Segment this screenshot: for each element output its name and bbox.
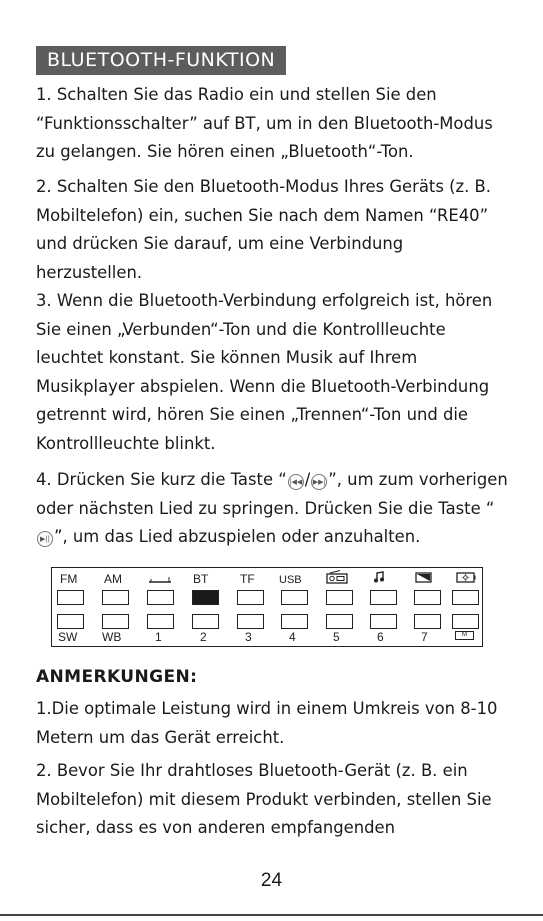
signal-bar-icon	[148, 577, 172, 583]
indicator-fm	[57, 590, 84, 605]
indicator-preset-5	[326, 614, 353, 629]
indicator-radio	[326, 590, 353, 605]
notes-title: ANMERKUNGEN:	[36, 667, 198, 687]
indicator-battery	[414, 590, 441, 605]
indicator-brightness	[452, 590, 479, 605]
indicator-bt	[192, 590, 219, 605]
indicator-preset-6	[370, 614, 397, 629]
indicator-preset-4	[281, 614, 308, 629]
label-sw: SW	[58, 630, 78, 644]
indicator-preset-1	[147, 614, 174, 629]
label-preset-5: 5	[333, 630, 340, 644]
indicator-tf	[237, 590, 264, 605]
indicator-extra	[452, 614, 479, 629]
step-2: 2. Schalten Sie den Bluetooth-Modus Ihres Geräts (z. B. Mobiltelefon) ein, suchen Sie nach dem Namen “RE40” und drücken Sie darauf, um eine Verbindung herzustellen.	[36, 177, 491, 282]
step-4	[36, 466, 511, 552]
indicator-preset-2	[192, 614, 219, 629]
next-track-icon: ▶▶|	[311, 474, 327, 490]
indicator-music	[370, 590, 397, 605]
label-usb: USB	[279, 574, 302, 586]
step-4-text-b: ”, um zum vorherigen oder nächsten Lied zu springen. Drücken Sie die Taste “	[36, 470, 508, 518]
label-fm: FM	[60, 572, 78, 586]
label-preset-6: 6	[377, 630, 384, 644]
note-1: 1.Die optimale Leistung wird in einem Umkreis von 8-10 Metern um das Gerät erreicht.	[36, 699, 498, 747]
music-note-icon	[373, 571, 385, 583]
sun-brightness-icon	[456, 572, 476, 583]
step-4-text-c: ”, um das Lied abzuspielen oder anzuhalten.	[54, 527, 421, 547]
label-preset-7: 7	[421, 630, 428, 644]
indicator-signal	[147, 590, 174, 605]
lcd-display-panel	[51, 567, 483, 647]
label-bt: BT	[193, 572, 209, 586]
label-wb: WB	[102, 630, 122, 644]
bottom-rule	[0, 914, 543, 916]
label-am: AM	[104, 572, 122, 586]
step-1: 1. Schalten Sie das Radio ein und stellen Sie den “Funktionsschalter” auf BT, um in den Bluetooth-Modus zu gelangen. Sie hören einen „Bluetooth“-Ton.	[36, 85, 493, 162]
indicator-wb	[102, 614, 129, 629]
step-4-text-a: 4. Drücken Sie kurz die Taste “	[36, 470, 287, 489]
previous-track-icon: |◀◀	[288, 474, 304, 490]
page-number: 24	[260, 870, 283, 891]
label-preset-1: 1	[155, 630, 162, 644]
section-title: BLUETOOTH-FUNKTION	[36, 46, 286, 75]
indicator-preset-7	[414, 614, 441, 629]
indicator-am	[102, 590, 129, 605]
label-preset-4: 4	[289, 630, 296, 644]
step-3: 3. Wenn die Bluetooth-Verbindung erfolgreich ist, hören Sie einen „Verbunden“-Ton und die Kontrollleuchte leuchtet konstant. Sie können Musik auf Ihrem Musikplayer abspielen. Wenn die Bluetooth-Verbindung getrennt wird, hören Sie einen „Trennen“-Ton und die Kontrollleuchte blinkt.	[36, 291, 493, 453]
note-2: 2. Bevor Sie Ihr drahtloses Bluetooth-Gerät (z. B. ein Mobiltelefon) mit diesem Produkt verbinden, stellen Sie sicher, dass es von anderen empfangenden	[36, 761, 492, 838]
battery-level-icon	[415, 572, 433, 583]
label-preset-3: 3	[245, 630, 252, 644]
indicator-sw	[57, 614, 84, 629]
label-preset-2: 2	[200, 630, 207, 644]
label-tf: TF	[240, 572, 255, 586]
play-pause-icon: ▶||	[37, 531, 53, 547]
step-4-separator: /	[304, 470, 311, 489]
battery-small-icon: M	[455, 631, 474, 640]
indicator-usb	[281, 590, 308, 605]
indicator-preset-3	[237, 614, 264, 629]
radio-icon	[326, 570, 348, 584]
